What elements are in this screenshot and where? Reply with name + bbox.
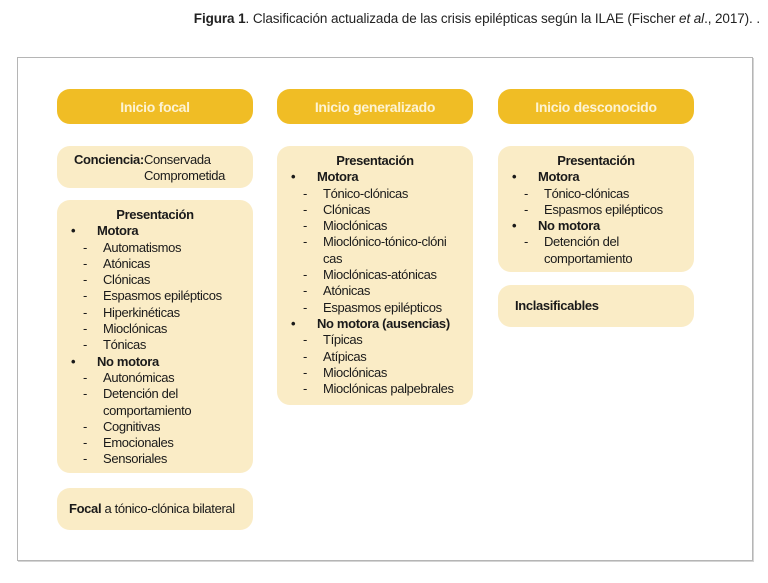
list-item: - Tónico-clónicas (277, 186, 473, 202)
list-item: - Clónicas (57, 272, 253, 288)
list-item: - Mioclónico-tónico-clónicas (277, 234, 473, 267)
dash-icon: - (83, 369, 87, 385)
dash-icon: - (303, 348, 307, 364)
caption-italic: et al (679, 11, 705, 26)
header-inicio-focal (57, 89, 253, 124)
list-item: - Atónicas (277, 283, 473, 299)
dash-icon: - (83, 304, 87, 320)
bullet-icon: • (512, 218, 517, 234)
figure-label: Figura 1 (193, 11, 246, 26)
group-motora (277, 169, 473, 185)
dash-icon: - (524, 201, 528, 217)
conciencia-label: Conciencia: (74, 152, 144, 167)
list-item: - Mioclónicas (277, 365, 473, 381)
bullet-icon: • (71, 223, 76, 239)
list-item: - Hiperkinéticas (57, 305, 253, 321)
list-item: - Sensoriales (57, 451, 253, 467)
header-label: Inicio focal (120, 98, 190, 115)
list-item: - Espasmos epilépticos (498, 202, 694, 218)
dash-icon: - (83, 255, 87, 271)
list-item: - Tónico-clónicas (498, 186, 694, 202)
dash-icon: - (303, 234, 307, 250)
dash-icon: - (83, 418, 87, 434)
dash-icon: - (83, 239, 87, 255)
dash-icon: - (303, 332, 307, 348)
group-label: Motora (97, 223, 139, 239)
header-inicio-desconocido (498, 89, 694, 124)
footer-bold: Focal (69, 501, 102, 516)
dash-icon: - (303, 283, 307, 299)
list-item: - Típicas (277, 332, 473, 348)
bullet-icon: • (291, 169, 296, 185)
list-item: - Detención del comportamiento (498, 234, 694, 267)
presentation-title: Presentación (116, 207, 194, 222)
header-inicio-generalizado (277, 89, 473, 124)
presentation-title: Presentación (557, 153, 635, 168)
group-motora (57, 223, 253, 239)
dash-icon: - (83, 435, 87, 451)
dash-icon: - (303, 364, 307, 380)
list-item: - Atípicas (277, 349, 473, 365)
bullet-icon: • (512, 169, 517, 185)
footer-rest: a tónico-clónica bilateral (101, 501, 235, 516)
list-item: - Mioclónicas-atónicas (277, 267, 473, 283)
caption-text: . Clasificación actualizada de las crisis epilépticas según la ILAE (Fischer (245, 11, 680, 26)
dash-icon: - (303, 218, 307, 234)
dash-icon: - (83, 288, 87, 304)
dash-icon: - (524, 234, 528, 250)
presentation-panel-generalizado (277, 146, 473, 405)
dash-icon: - (303, 299, 307, 315)
dash-icon: - (83, 451, 87, 467)
list-item: - Espasmos epilépticos (277, 300, 473, 316)
group-no-motora (57, 354, 253, 370)
conciencia-value: Conservada (144, 152, 211, 167)
dash-icon: - (83, 386, 87, 402)
focal-bilateral-panel (57, 488, 253, 530)
figure-caption (0, 11, 760, 26)
dash-icon: - (303, 201, 307, 217)
list-item: - Mioclónicas (277, 218, 473, 234)
list-item: - Mioclónicas (57, 321, 253, 337)
list-item: - Cognitivas (57, 419, 253, 435)
presentation-panel-focal (57, 200, 253, 473)
list-item: - Mioclónicas palpebrales (277, 381, 473, 397)
list-item: - Tónicas (57, 337, 253, 353)
dash-icon: - (83, 337, 87, 353)
list-item: - Detención del comportamiento (57, 386, 253, 419)
dash-icon: - (303, 185, 307, 201)
dash-icon: - (83, 272, 87, 288)
dash-icon: - (83, 321, 87, 337)
conciencia-value: Comprometida (144, 168, 226, 184)
presentation-panel-desconocido (498, 146, 694, 272)
group-motora (498, 169, 694, 185)
group-no-motora (277, 316, 473, 332)
dash-icon: - (303, 267, 307, 283)
group-label: No motora (538, 218, 600, 234)
group-label: Motora (538, 169, 580, 185)
list-item: - Atónicas (57, 256, 253, 272)
header-label: Inicio generalizado (314, 98, 436, 115)
bullet-icon: • (291, 315, 296, 331)
bullet-icon: • (71, 353, 76, 369)
caption-text-end: ., 2017). . (704, 11, 760, 26)
presentation-title: Presentación (336, 153, 414, 168)
group-label: Motora (317, 169, 359, 185)
list-item: - Autonómicas (57, 370, 253, 386)
dash-icon: - (303, 381, 307, 397)
footer-bold: Inclasificables (515, 298, 599, 313)
inclasificables-panel (498, 285, 694, 327)
header-label: Inicio desconocido (535, 98, 657, 115)
list-item: - Clónicas (277, 202, 473, 218)
dash-icon: - (524, 185, 528, 201)
group-label: No motora (97, 353, 159, 369)
group-label: No motora (ausencias) (317, 315, 450, 331)
list-item: - Automatismos (57, 240, 253, 256)
group-no-motora (498, 218, 694, 234)
list-item: - Espasmos epilépticos (57, 288, 253, 304)
conciencia-panel (57, 146, 253, 188)
list-item: - Emocionales (57, 435, 253, 451)
